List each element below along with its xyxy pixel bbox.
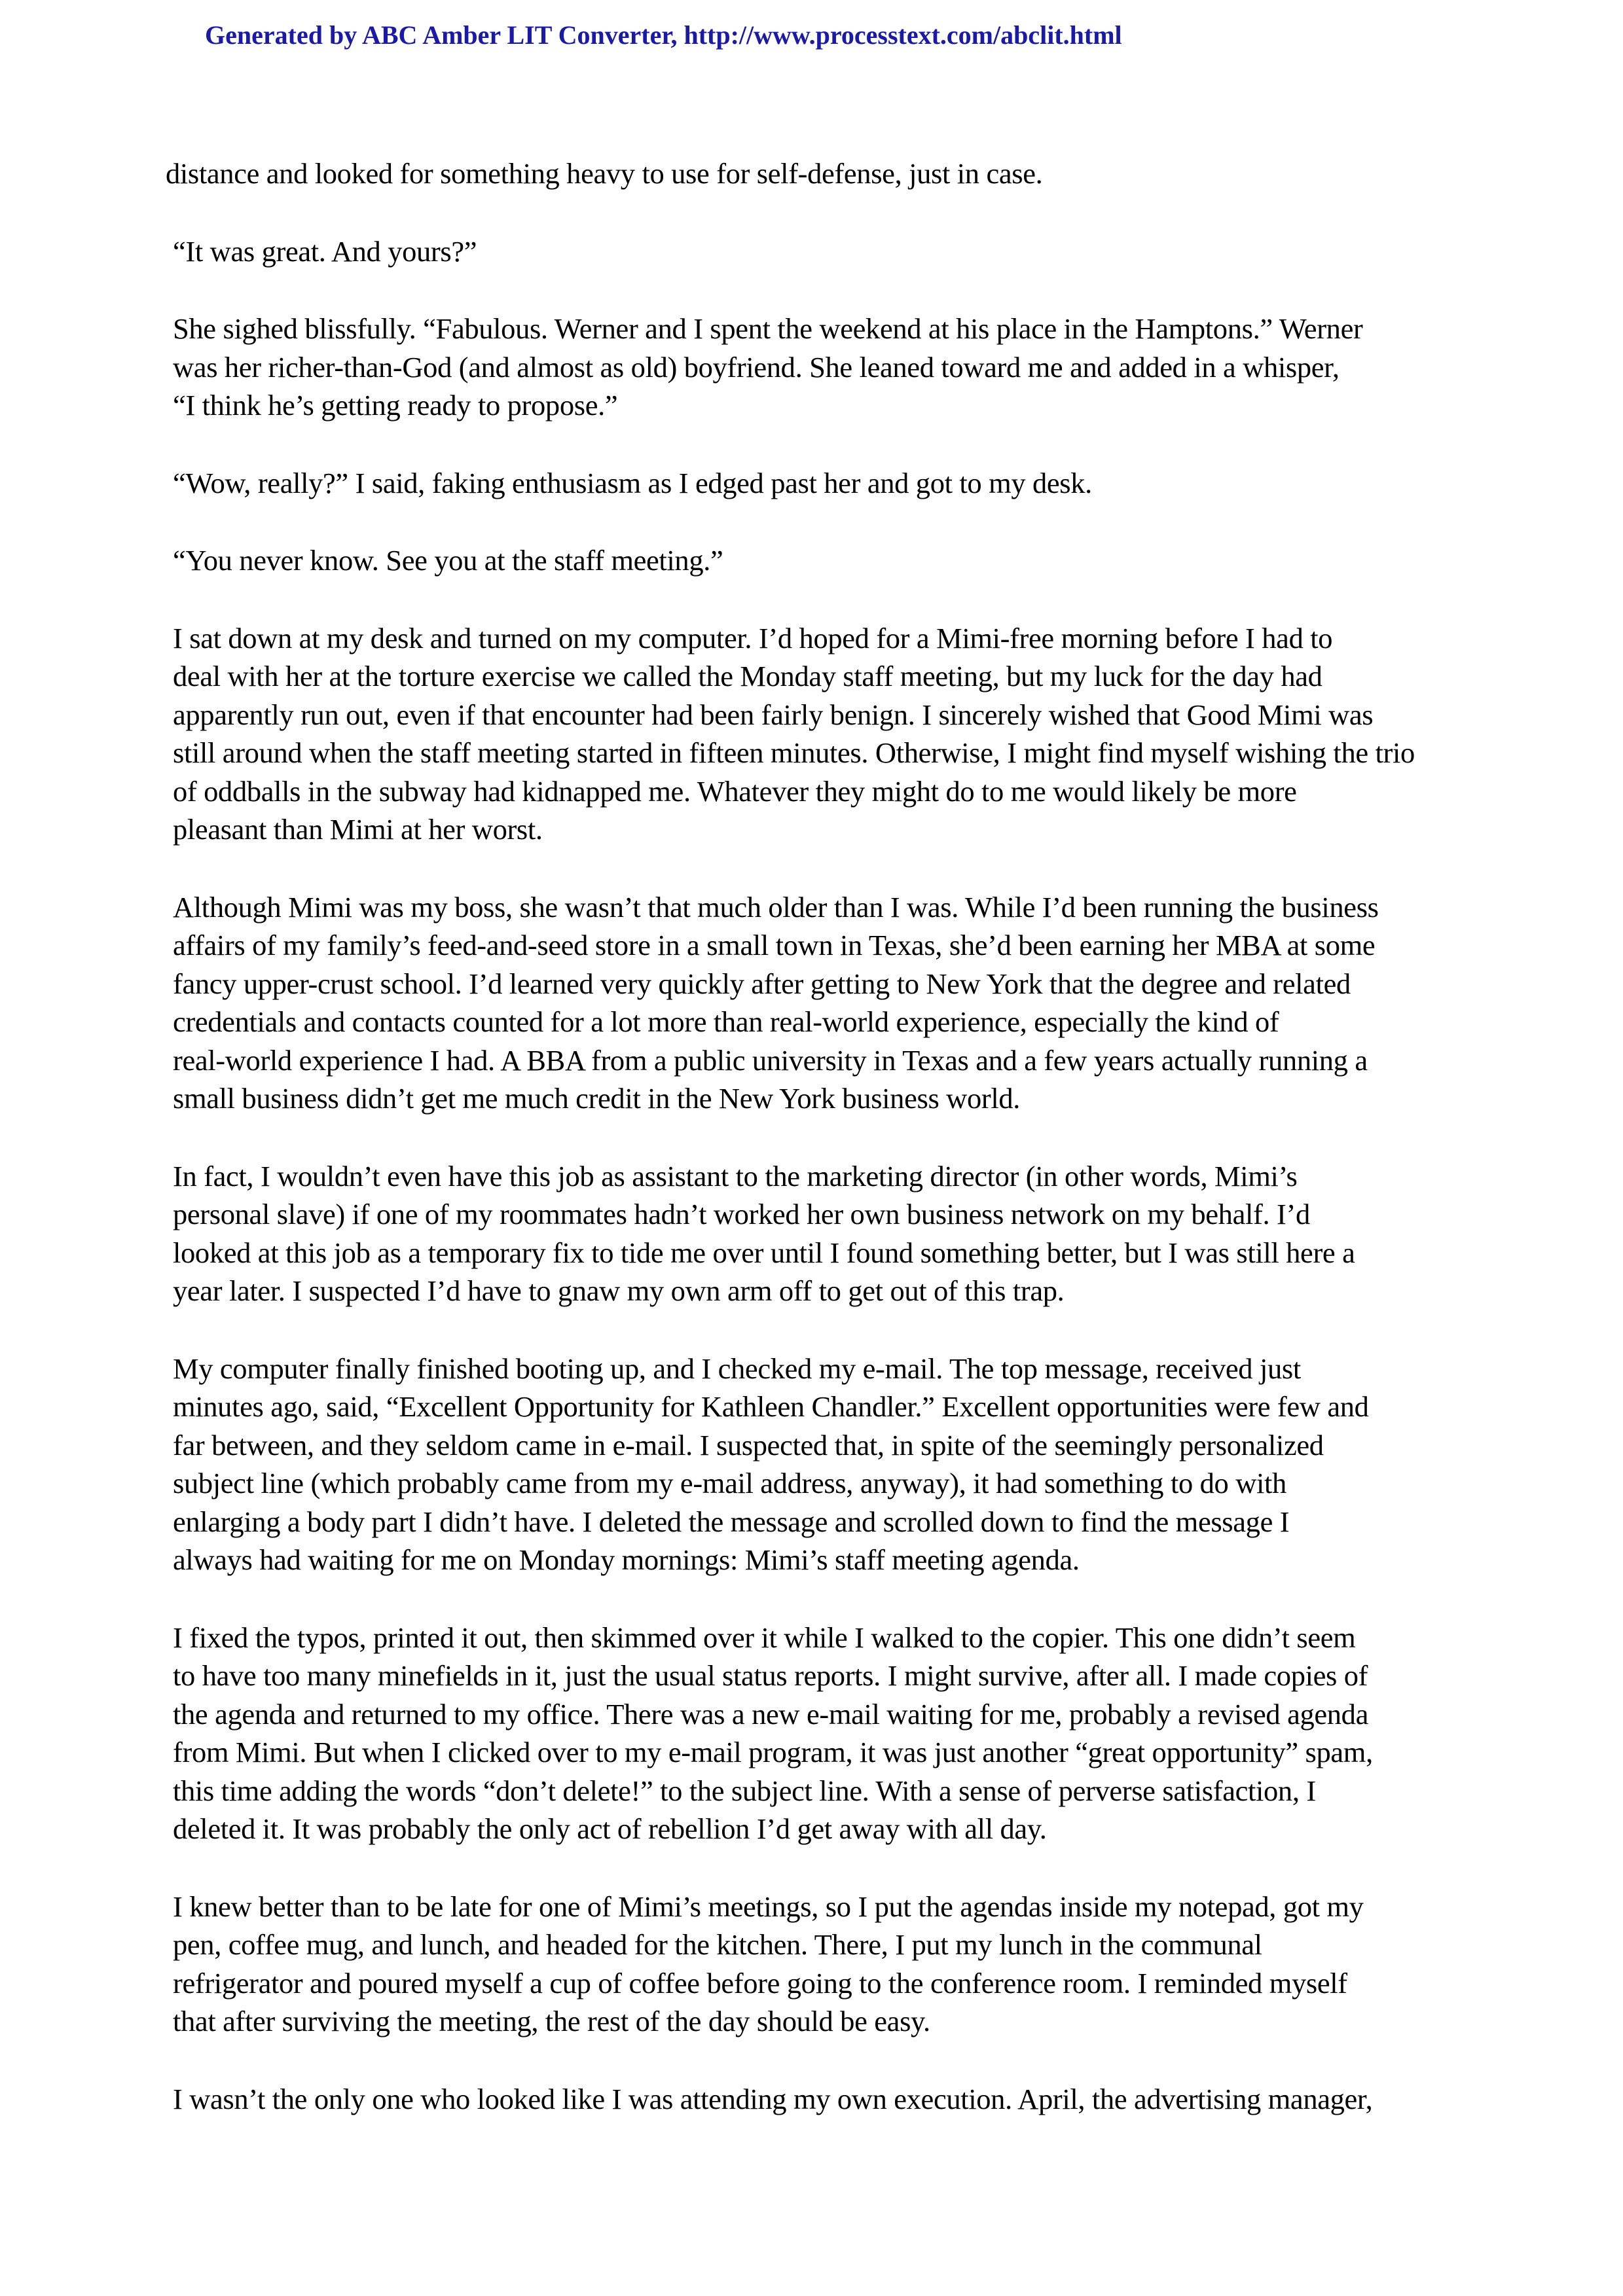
text-line: fancy upper-crust school. I’d learned very quickly after getting to New York that the degree and related xyxy=(173,967,1351,1000)
paragraph xyxy=(166,1888,1478,2041)
text-line: year later. I suspected I’d have to gnaw my own arm off to get out of this trap. xyxy=(173,1274,1065,1307)
paragraph xyxy=(166,1350,1478,1579)
text-line: “Wow, really?” I said, faking enthusiasm as I edged past her and got to my desk. xyxy=(173,466,1092,499)
text-line: affairs of my family’s feed-and-seed store in a small town in Texas, she’d been earning her MBA at some xyxy=(173,929,1376,961)
text-line: My computer finally finished booting up, and I checked my e-mail. The top message, received just xyxy=(173,1352,1301,1385)
text-line: “I think he’s getting ready to propose.” xyxy=(173,389,618,422)
document-body xyxy=(166,154,1478,2157)
paragraph xyxy=(166,2080,1478,2119)
text-line: enlarging a body part I didn’t have. I deleted the message and scrolled down to find the message I xyxy=(173,1505,1290,1538)
text-line: real-world experience I had. A BBA from a public university in Texas and a few years actually running a xyxy=(173,1043,1368,1077)
text-line: I sat down at my desk and turned on my computer. I’d hoped for a Mimi-free morning before I had to xyxy=(173,621,1333,655)
converter-header-text: Generated by ABC Amber LIT Converter, http://www.processtext.com/abclit.html xyxy=(205,20,1122,50)
paragraph xyxy=(166,888,1478,1118)
text-line: deleted it. It was probably the only act of rebellion I’d get away with all day. xyxy=(173,1812,1047,1845)
text-line: subject line (which probably came from my e-mail address, anyway), it had something to do with xyxy=(173,1467,1286,1499)
text-line: pleasant than Mimi at her worst. xyxy=(173,813,543,846)
text-line: minutes ago, said, “Excellent Opportunity for Kathleen Chandler.” Excellent opportunities were few and xyxy=(173,1390,1369,1423)
text-line: distance and looked for something heavy to use for self-defense, just in case. xyxy=(166,157,1043,190)
text-line: Although Mimi was my boss, she wasn’t that much older than I was. While I’d been running the business xyxy=(173,890,1379,924)
text-line: apparently run out, even if that encounter had been fairly benign. I sincerely wished that Good Mimi was xyxy=(173,698,1374,731)
text-line: I knew better than to be late for one of Mimi’s meetings, so I put the agendas inside my notepad, got my xyxy=(173,1890,1364,1923)
text-line: this time adding the words “don’t delete!” to the subject line. With a sense of perverse satisfaction, I xyxy=(173,1774,1316,1807)
paragraph xyxy=(166,464,1478,503)
text-line: to have too many minefields in it, just the usual status reports. I might survive, after all. I made copies of xyxy=(173,1659,1368,1692)
text-line: that after surviving the meeting, the rest of the day should be easy. xyxy=(173,2005,930,2037)
text-line: looked at this job as a temporary fix to tide me over until I found something better, but I was still here a xyxy=(173,1236,1355,1269)
text-line: from Mimi. But when I clicked over to my e-mail program, it was just another “great opportunity” spam, xyxy=(173,1736,1373,1768)
paragraph xyxy=(166,310,1478,425)
text-line: always had waiting for me on Monday mornings: Mimi’s staff meeting agenda. xyxy=(173,1543,1080,1576)
text-line: deal with her at the torture exercise we called the Monday staff meeting, but my luck for the day had xyxy=(173,660,1322,692)
paragraph xyxy=(166,154,1478,193)
text-line: “You never know. See you at the staff meeting.” xyxy=(173,544,723,577)
paragraph xyxy=(166,1619,1478,1848)
text-line: the agenda and returned to my office. There was a new e-mail waiting for me, probably a revised agenda xyxy=(173,1697,1368,1731)
text-line: still around when the staff meeting started in fifteen minutes. Otherwise, I might find myself wishing the trio xyxy=(173,736,1415,769)
text-line: In fact, I wouldn’t even have this job as assistant to the marketing director (in other words, Mimi’s xyxy=(173,1159,1298,1193)
paragraph xyxy=(166,1157,1478,1310)
paragraph xyxy=(166,541,1478,580)
text-line: credentials and contacts counted for a lot more than real-world experience, especially the kind of xyxy=(173,1005,1279,1038)
text-line: small business didn’t get me much credit in the New York business world. xyxy=(173,1082,1021,1115)
text-line: “It was great. And yours?” xyxy=(173,234,477,268)
text-line: She sighed blissfully. “Fabulous. Werner and I spent the weekend at his place in the Hamptons.” Werner xyxy=(173,312,1363,345)
text-line: I fixed the typos, printed it out, then skimmed over it while I walked to the copier. This one didn’t seem xyxy=(173,1621,1356,1654)
paragraph xyxy=(166,619,1478,849)
text-line: was her richer-than-God (and almost as old) boyfriend. She leaned toward me and added in a whisper, xyxy=(173,350,1340,384)
paragraph xyxy=(166,232,1478,271)
text-line: of oddballs in the subway had kidnapped me. Whatever they might do to me would likely be more xyxy=(173,774,1297,808)
text-line: far between, and they seldom came in e-mail. I suspected that, in spite of the seemingly personalized xyxy=(173,1428,1324,1462)
text-line: I wasn’t the only one who looked like I was attending my own execution. April, the advertising manager, xyxy=(173,2082,1373,2115)
text-line: pen, coffee mug, and lunch, and headed for the kitchen. There, I put my lunch in the communal xyxy=(173,1928,1262,1961)
text-line: refrigerator and poured myself a cup of coffee before going to the conference room. I reminded myself xyxy=(173,1966,1347,2000)
text-line: personal slave) if one of my roommates hadn’t worked her own business network on my behalf. I’d xyxy=(173,1198,1310,1230)
